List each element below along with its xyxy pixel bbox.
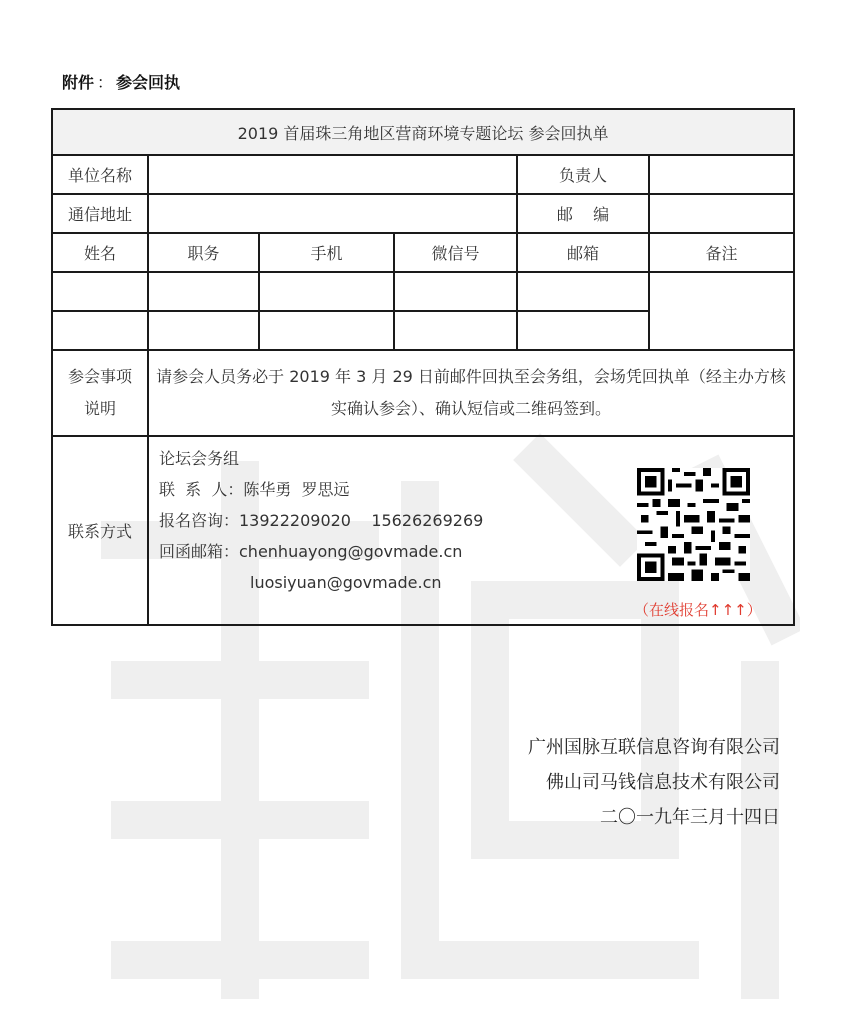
- contact-email-1: 回函邮箱：chenhuayong@govmade.cn: [159, 542, 463, 561]
- registration-form: [51, 108, 795, 626]
- postcode-label: 邮 编: [517, 194, 649, 233]
- form-title: 2019 首届珠三角地区营商环境专题论坛 参会回执单: [52, 109, 794, 155]
- attendee-mobile-field[interactable]: [259, 272, 394, 311]
- column-header-position: 职务: [148, 233, 259, 272]
- unit-name-field[interactable]: [148, 155, 517, 194]
- column-header-email: 邮箱: [517, 233, 649, 272]
- contact-phones: 报名咨询：13922209020 15626269269: [159, 511, 484, 530]
- person-in-charge-field[interactable]: [649, 155, 794, 194]
- qr-code-icon[interactable]: [637, 468, 750, 581]
- notes-label-line1: 参会事项: [67, 367, 132, 386]
- contact-lines: [159, 443, 483, 598]
- notes-label-line2: 说明: [83, 399, 116, 418]
- attendee-wechat-field[interactable]: [394, 272, 517, 311]
- signature-block: [528, 730, 780, 835]
- person-in-charge-label: 负责人: [517, 155, 649, 194]
- attachment-label: 附件: [62, 73, 95, 92]
- column-header-remarks: 备注: [649, 233, 794, 272]
- attendee-mobile-field[interactable]: [259, 311, 394, 350]
- organizer-2: 佛山司马钱信息技术有限公司: [546, 772, 780, 793]
- attendee-email-field[interactable]: [517, 272, 649, 311]
- attendee-position-field[interactable]: [148, 311, 259, 350]
- contact-email-2: luosiyuan@govmade.cn: [250, 573, 442, 592]
- contact-details: [148, 436, 794, 625]
- postcode-field[interactable]: [649, 194, 794, 233]
- column-header-name: 姓名: [52, 233, 148, 272]
- notes-text: 请参会人员务必于 2019 年 3 月 29 日前邮件回执至会务组，会场凭回执单（经主办方核实确认参会）、确认短信或二维码签到。: [148, 350, 794, 436]
- unit-name-label: 单位名称: [52, 155, 148, 194]
- online-signup-link[interactable]: （在线报名↑↑↑）: [634, 601, 762, 619]
- notes-label: [52, 350, 148, 436]
- contact-people: 联 系 人：陈华勇 罗思远: [159, 480, 350, 499]
- attendee-name-field[interactable]: [52, 272, 148, 311]
- attachment-heading: [62, 70, 180, 93]
- column-header-wechat: 微信号: [394, 233, 517, 272]
- contact-label: 联系方式: [52, 436, 148, 625]
- issue-date: 二〇一九年三月十四日: [600, 807, 780, 828]
- attachment-separator: ：: [97, 73, 114, 92]
- column-header-mobile: 手机: [259, 233, 394, 272]
- attendee-name-field[interactable]: [52, 311, 148, 350]
- attendee-email-field[interactable]: [517, 311, 649, 350]
- table-row: [52, 272, 794, 311]
- attachment-title: 参会回执: [116, 73, 181, 92]
- contact-group: 论坛会务组: [159, 449, 240, 468]
- address-field[interactable]: [148, 194, 517, 233]
- address-label: 通信地址: [52, 194, 148, 233]
- attendee-wechat-field[interactable]: [394, 311, 517, 350]
- remarks-field[interactable]: [649, 272, 794, 350]
- organizer-1: 广州国脉互联信息咨询有限公司: [528, 737, 780, 758]
- attendee-position-field[interactable]: [148, 272, 259, 311]
